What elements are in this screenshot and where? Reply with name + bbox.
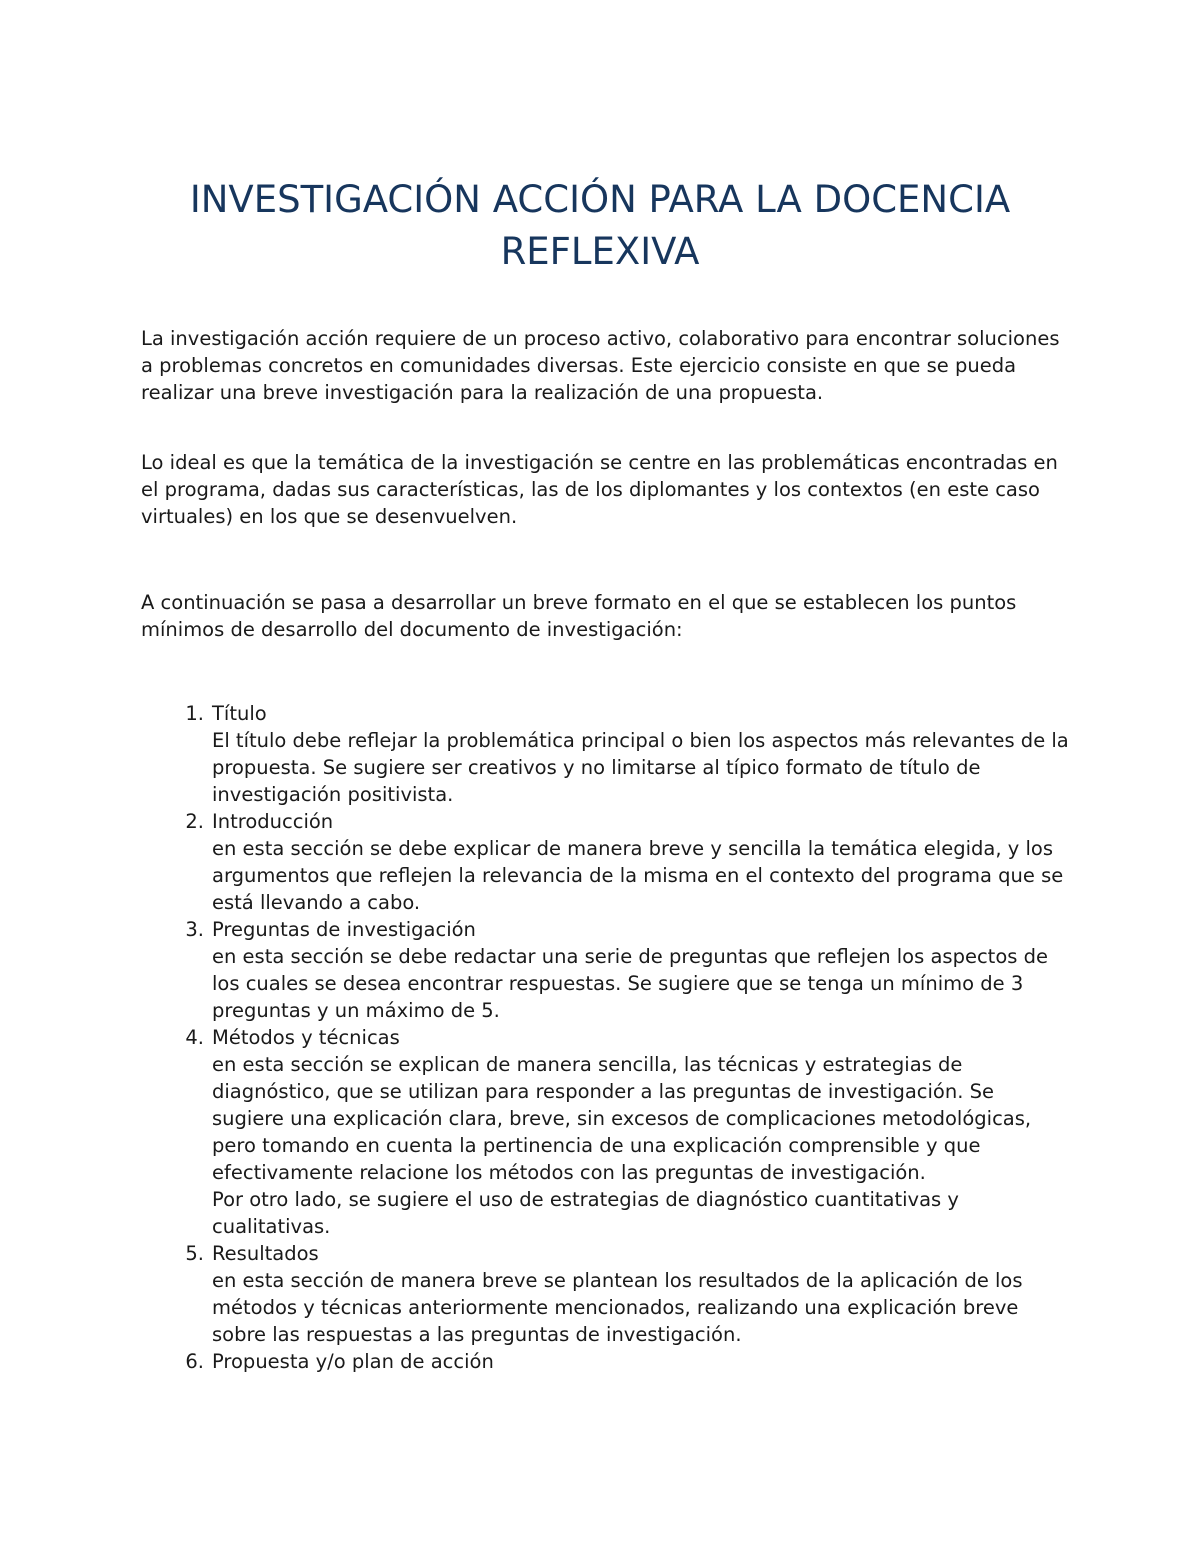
list-item-extra-description: Por otro lado, se sugiere el uso de estrategias de diagnóstico cuantitativas y cualitativas.: [212, 1188, 959, 1238]
list-item-title: Título: [212, 702, 267, 725]
list-item: [141, 916, 1071, 1024]
list-item-number: 4.: [185, 1026, 204, 1049]
format-paragraph: A continuación se pasa a desarrollar un breve formato en el que se establecen los puntos mínimos de desarrollo del documento de investigación:: [141, 591, 1017, 641]
list-item-title: Introducción: [212, 810, 334, 833]
list-item: [141, 700, 1071, 808]
steps-list: [141, 700, 1071, 1375]
list-item-number: 3.: [185, 918, 204, 941]
list-item-description: El título debe reflejar la problemática principal o bien los aspectos más relevantes de la propuesta. Se sugiere ser creativos y no limitarse al típico formato de título de investigación positivista.: [212, 729, 1069, 806]
list-item-number: 2.: [185, 810, 204, 833]
intro-paragraph: La investigación acción requiere de un proceso activo, colaborativo para encontrar soluciones a problemas concretos en comunidades diversas. Este ejercicio consiste en que se pueda realizar una breve investigación para la realización de una propuesta.: [141, 327, 1060, 404]
topic-paragraph: Lo ideal es que la temática de la investigación se centre en las problemáticas encontradas en el programa, dadas sus características, las de los diplomantes y los contextos (en este caso virtuales) en los que se desenvuelven.: [141, 451, 1058, 528]
list-item-title: Métodos y técnicas: [212, 1026, 400, 1049]
list-item-title: Propuesta y/o plan de acción: [212, 1350, 494, 1373]
list-item-number: 1.: [185, 702, 204, 725]
list-item-title: Resultados: [212, 1242, 319, 1265]
list-item-description: en esta sección se debe explicar de manera breve y sencilla la temática elegida, y los argumentos que reflejen la relevancia de la misma en el contexto del programa que se está llevando a cabo.: [212, 837, 1064, 914]
list-item: [141, 1348, 1071, 1375]
list-item: [141, 1024, 1071, 1240]
list-item-number: 5.: [185, 1242, 204, 1265]
list-item-description: en esta sección se explican de manera sencilla, las técnicas y estrategias de diagnóstico, que se utilizan para responder a las preguntas de investigación. Se sugiere una explicación clara, breve, sin excesos de complicaciones metodológicas, pero tomando en cuenta la pertinencia de una explicación comprensible y que efectivamente relacione los métodos con las preguntas de investigación.: [212, 1053, 1032, 1184]
list-item: [141, 1240, 1071, 1348]
document-title: INVESTIGACIÓN ACCIÓN PARA LA DOCENCIA REFLEXIVA: [189, 178, 1011, 273]
list-item-number: 6.: [185, 1350, 204, 1373]
list-item-title: Preguntas de investigación: [212, 918, 476, 941]
list-item: [141, 808, 1071, 916]
list-item-description: en esta sección se debe redactar una serie de preguntas que reflejen los aspectos de los cuales se desea encontrar respuestas. Se sugiere que se tenga un mínimo de 3 preguntas y un máximo de 5.: [212, 945, 1048, 1022]
list-item-description: en esta sección de manera breve se plantean los resultados de la aplicación de los métodos y técnicas anteriormente mencionados, realizando una explicación breve sobre las respuestas a las preguntas de investigación.: [212, 1269, 1023, 1346]
